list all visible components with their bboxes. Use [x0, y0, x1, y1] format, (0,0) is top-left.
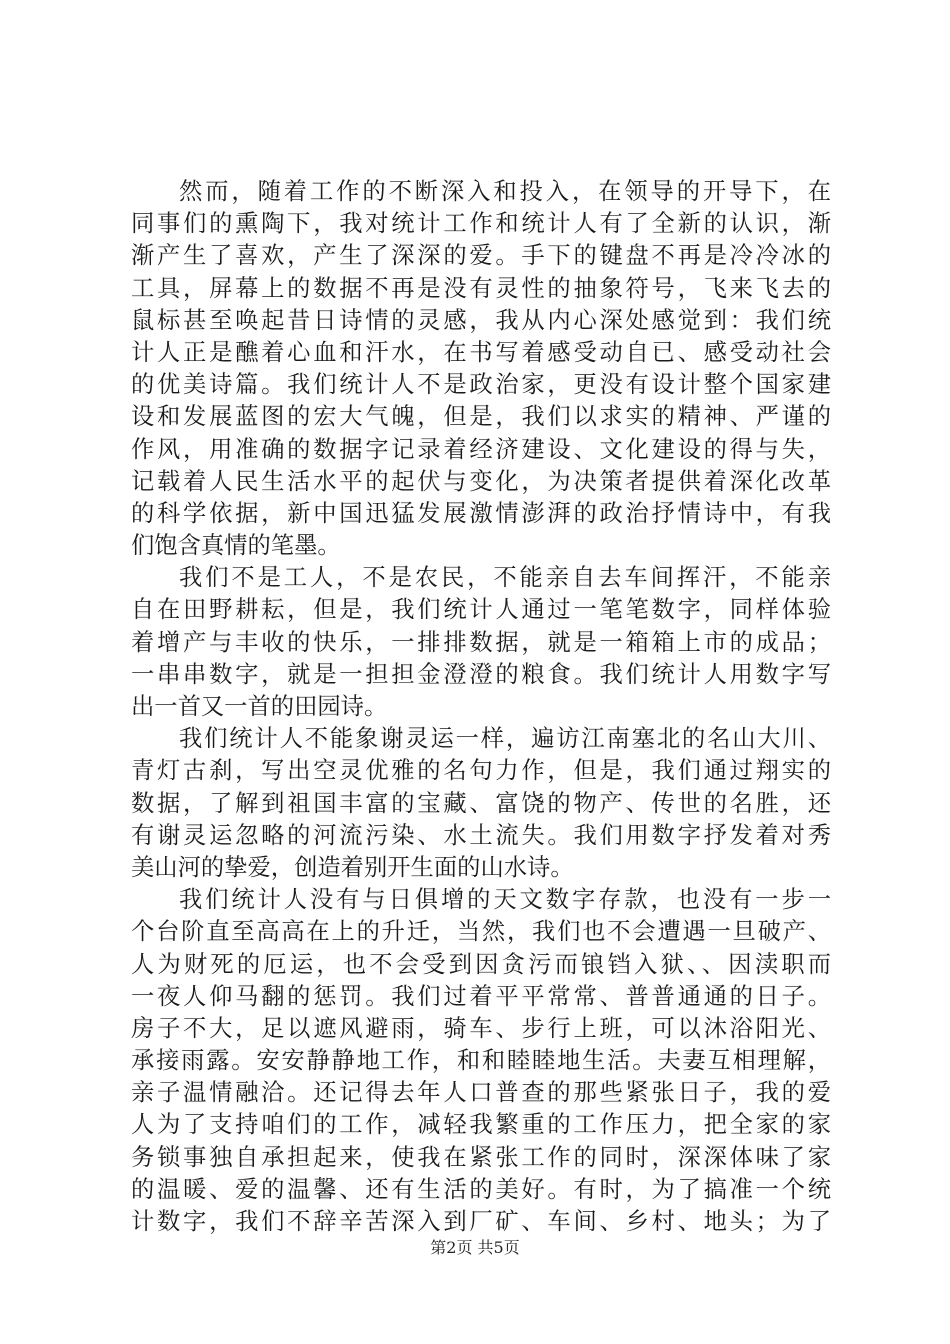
text-line: 承接雨露。安安静静地工作，和和睦睦地生活。夫妻互相理解，: [131, 1047, 831, 1075]
text-line: 同事们的熏陶下，我对统计工作和统计人有了全新的认识，渐: [131, 210, 831, 238]
text-line: 记载着人民生活水平的起伏与变化，为决策者提供着深化改革: [131, 467, 831, 495]
text-line: 计人正是醮着心血和汗水，在书写着感受动自已、感受动社会: [131, 338, 831, 366]
text-line: 出一首又一首的田园诗。: [131, 693, 388, 720]
text-line: 务锁事独自承担起来，使我在紧张工作的同时，深深体味了家: [131, 1143, 831, 1171]
text-line: 数据，了解到祖国丰富的宝藏、富饶的物产、传世的名胜，还: [131, 789, 831, 817]
text-line: 青灯古刹，写出空灵优雅的名句力作，但是，我们通过翔实的: [131, 757, 831, 785]
text-line: 人为了支持咱们的工作，减轻我繁重的工作压力，把全家的家: [131, 1111, 831, 1139]
text-line: 的科学依据，新中国迅猛发展激情澎湃的政治抒情诗中，有我: [131, 499, 831, 527]
text-line: 自在田野耕耘，但是，我们统计人通过一笔笔数字，同样体验: [131, 596, 831, 624]
text-line: 亲子温情融洽。还记得去年人口普查的那些紧张日子，我的爱: [131, 1079, 831, 1107]
text-line: 工具，屏幕上的数据不再是没有灵性的抽象符号，飞来飞去的: [131, 274, 831, 302]
text-line: 一夜人仰马翻的惩罚。我们过着平平常常、普普通通的日子。: [131, 982, 831, 1010]
text-line: 美山河的挚爱，创造着别开生面的山水诗。: [131, 853, 574, 881]
text-line: 个台阶直至高高在上的升迁，当然，我们也不会遭遇一旦破产、: [131, 918, 831, 946]
text-line: 计数字，我们不辞辛苦深入到厂矿、车间、乡村、地头；为了: [131, 1208, 831, 1235]
text-line: 有谢灵运忽略的河流污染、水土流失。我们用数字抒发着对秀: [131, 821, 831, 849]
text-line: 着增产与丰收的快乐，一排排数据，就是一箱箱上市的成品；: [131, 628, 831, 656]
text-line: 设和发展蓝图的宏大气魄，但是，我们以求实的精神、严谨的: [131, 403, 831, 431]
text-line: 一串串数字，就是一担担金澄澄的粮食。我们统计人用数字写: [131, 660, 831, 688]
text-line: 人为财死的厄运，也不会受到因贪污而锒铛入狱、、因渎职而: [131, 950, 831, 978]
page-footer: 第2页 共5页: [430, 1238, 520, 1257]
text-line: 的温暖、爱的温馨、还有生活的美好。有时，为了搞准一个统: [131, 1175, 831, 1203]
text-line: 我们统计人没有与日俱增的天文数字存款，也没有一步一: [179, 886, 831, 914]
text-line: 然而，随着工作的不断深入和投入，在领导的开导下，在: [179, 178, 831, 205]
text-line: 鼠标甚至唤起昔日诗情的灵感，我从内心深处感觉到：我们统: [131, 306, 831, 334]
text-line: 们饱含真情的笔墨。: [131, 532, 341, 560]
text-line: 我们不是工人，不是农民，不能亲自去车间挥汗，不能亲: [179, 564, 831, 592]
body-text: [131, 176, 831, 1238]
text-line: 作风，用准确的数据字记录着经济建设、文化建设的得与失，: [131, 435, 831, 463]
text-line: 我们统计人不能象谢灵运一样，遍访江南塞北的名山大川、: [179, 725, 831, 753]
text-line: 渐产生了喜欢，产生了深深的爱。手下的键盘不再是冷冷冰的: [131, 242, 831, 270]
text-line: 房子不大，足以遮风避雨，骑车、步行上班，可以沐浴阳光、: [131, 1014, 831, 1042]
text-line: 的优美诗篇。我们统计人不是政治家，更没有设计整个国家建: [131, 371, 831, 399]
